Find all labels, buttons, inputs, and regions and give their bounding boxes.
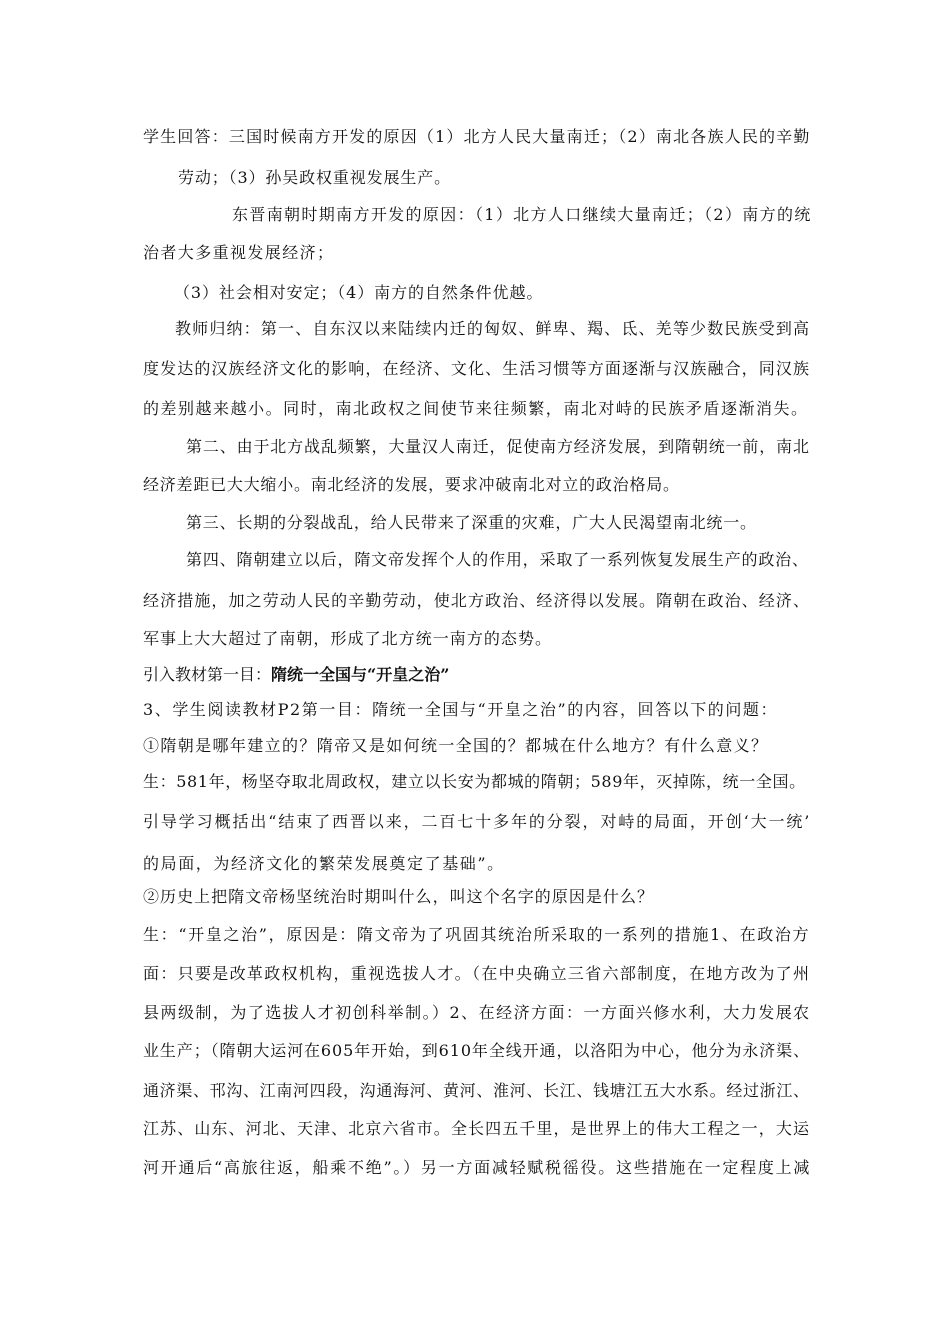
text-line: 第四、隋朝建立以后，隋文帝发挥个人的作用，采取了一系列恢复发展生产的政治、 — [186, 550, 809, 569]
text-line: 治者大多重视发展经济； — [143, 243, 335, 262]
text-line: 河开通后“高旅往返，船乘不绝”。）另一方面减轻赋税徭役。这些措施在一定程度上减 — [143, 1158, 812, 1177]
lesson-heading-line — [143, 664, 449, 686]
text-line: 学生回答：三国时候南方开发的原因（1）北方人民大量南迁；（2）南北各族人民的辛勤 — [143, 127, 811, 146]
text-line: 经济差距已大大缩小。南北经济的发展，要求冲破南北对立的政治格局。 — [143, 475, 680, 494]
text-line: 度发达的汉族经济文化的影响，在经济、文化、生活习惯等方面逐渐与汉族融合，同汉族 — [143, 359, 811, 378]
text-line: 的差别越来越小。同时，南北政权之间使节来往频繁，南北对峙的民族矛盾逐渐消失。 — [143, 399, 809, 418]
text-line: 军事上大大超过了南朝，形成了北方统一南方的态势。 — [143, 629, 553, 648]
text-line: 江苏、山东、河北、天津、北京六省市。全长四五千里，是世界上的伟大工程之一，大运 — [143, 1119, 811, 1138]
text-line: 县两级制，为了选拔人才初创科举制。）2、在经济方面：一方面兴修水利，大力发展农 — [143, 1003, 811, 1022]
text-line: （3）社会相对安定；（4）南方的自然条件优越。 — [174, 283, 544, 302]
lesson-intro-label: 引入教材第一目： — [143, 665, 272, 684]
text-line: 生：581年，杨坚夺取北周政权，建立以长安为都城的隋朝；589年，灭掉陈，统一全国。 — [143, 772, 806, 791]
text-line: 业生产；（隋朝大运河在605年开始，到610年全线开通，以洛阳为中心，他分为永济渠、 — [143, 1041, 810, 1060]
text-line: 第三、长期的分裂战乱，给人民带来了深重的灾难，广大人民渴望南北统一。 — [186, 513, 757, 532]
text-line: 引导学习概括出“结束了西晋以来，二百七十多年的分裂，对峙的局面，开创‘大一统’ — [143, 812, 812, 831]
text-line: ②历史上把隋文帝杨坚统治时期叫什么，叫这个名字的原因是什么？ — [143, 887, 655, 906]
text-line: 第二、由于北方战乱频繁，大量汉人南迁，促使南方经济发展，到隋朝统一前，南北 — [186, 437, 810, 456]
text-line: 东晋南朝时期南方开发的原因：（1）北方人口继续大量南迁；（2）南方的统 — [232, 205, 812, 224]
text-line: 经济措施，加之劳动人民的辛勤劳动，使北方政治、经济得以发展。隋朝在政治、经济、 — [143, 591, 811, 610]
text-line: 3、学生阅读教材P2第一目：隋统一全国与“开皇之治”的内容，回答以下的问题： — [143, 700, 779, 719]
text-line: 生：“开皇之治”，原因是：隋文帝为了巩固其统治所采取的一系列的措施1、在政治方 — [143, 925, 811, 944]
text-line: 劳动；（3）孙吴政权重视发展生产。 — [178, 168, 452, 187]
text-line: ①隋朝是哪年建立的？隋帝又是如何统一全国的？都城在什么地方？有什么意义？ — [143, 736, 769, 755]
text-line: 教师归纳：第一、自东汉以来陆续内迁的匈奴、鲜卑、羯、氐、羌等少数民族受到高 — [175, 319, 811, 338]
text-line: 面：只要是改革政权机构，重视选拔人才。（在中央确立三省六部制度，在地方改为了州 — [143, 964, 811, 983]
text-line: 通济渠、邗沟、江南河四段，沟通海河、黄河、淮河、长江、钱塘江五大水系。经过浙江、 — [143, 1081, 810, 1100]
lesson-topic-title: 隋统一全国与“开皇之治” — [271, 665, 450, 684]
text-line: 的局面，为经济文化的繁荣发展奠定了基础”。 — [143, 854, 505, 873]
